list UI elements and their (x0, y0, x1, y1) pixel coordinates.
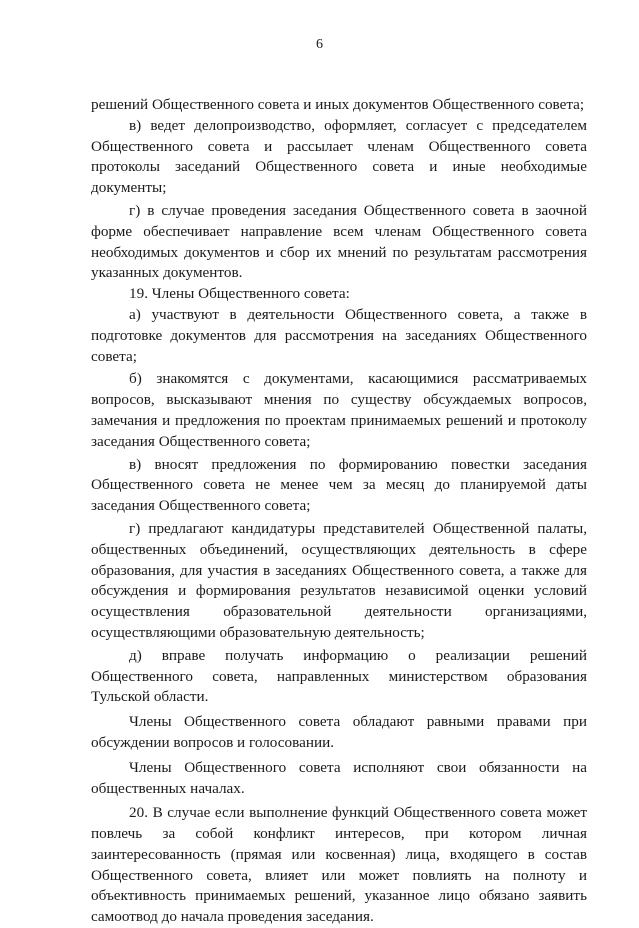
paragraph-item-v-records: в) ведет делопроизводство, оформляет, согласует с председателем Общественного совета и рассылает членам Общественного совета протоколы заседаний Общественного совета и иные необходимые документы; (91, 116, 587, 197)
paragraph-section-20: 20. В случае если выполнение функций Общественного совета может повлечь за собой конфликт интересов, при котором личная заинтересованность (прямая или косвенная) лица, входящего в состав Общественного совета, влияет или может повлиять на полноту и объективность принимаемых решений, указанное лицо обязано заявить самоотвод до начала проведения заседания. (91, 804, 587, 926)
paragraph-continuation: решений Общественного совета и иных документов Общественного совета; (91, 96, 585, 113)
paragraph-item-v-agenda: в) вносят предложения по формированию повестки заседания Общественного совета не менее чем за месяц до планируемой даты заседания Общественного совета; (91, 455, 587, 515)
document-body (91, 95, 587, 928)
paragraph-equal-rights: Члены Общественного совета обладают равными правами при обсуждении вопросов и голосовании. (91, 713, 587, 751)
page-number: 6 (316, 37, 323, 52)
paragraph-item-d-information: д) вправе получать информацию о реализации решений Общественного совета, направленных министерством образования Тульской области. (91, 646, 587, 706)
paragraph-item-g-candidates: г) предлагают кандидатуры представителей Общественной палаты, общественных объединений, осуществляющих деятельность в сфере образования, для участия в заседаниях Общественного совета, а также для обсуждения и формирования результатов независимой оценки условий осуществления образовательной деятельности организациями, осуществляющими образовательную деятельность; (91, 519, 587, 641)
paragraph-item-g-absentee: г) в случае проведения заседания Общественного совета в заочной форме обеспечивает направление всем членам Общественного совета необходимых документов и сбор их мнений по результатам рассмотрения указанных документов. (91, 201, 587, 282)
paragraph-public-basis: Члены Общественного совета исполняют свои обязанности на общественных началах. (91, 758, 587, 797)
paragraph-item-a-participate: а) участвуют в деятельности Общественного совета, а также в подготовке документов для рассмотрения на заседаниях Общественного совета; (91, 305, 587, 365)
paragraph-section-19: 19. Члены Общественного совета: (129, 285, 350, 303)
paragraph-item-b-review: б) знакомятся с документами, касающимися рассматриваемых вопросов, высказывают мнения по существу обсуждаемых вопросов, замечания и предложения по проектам принимаемых решений и протоколу заседания Общественного совета; (91, 370, 587, 450)
